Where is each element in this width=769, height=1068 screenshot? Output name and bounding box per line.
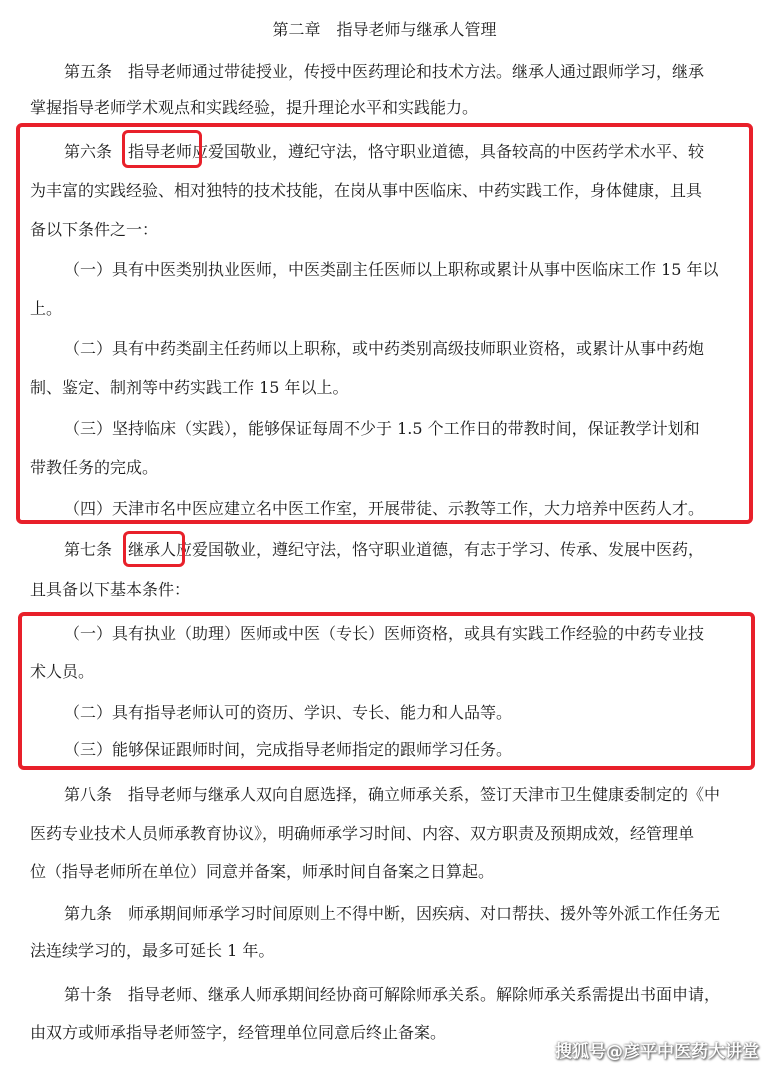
article-8-line-1: 第八条 指导老师与继承人双向自愿选择，确立师承关系，签订天津市卫生健康委制定的《中 (64, 785, 721, 804)
chapter-title: 第二章 指导老师与继承人管理 (272, 20, 497, 39)
article-10-line-2: 由双方或师承指导老师签字，经管理单位同意后终止备案。 (30, 1023, 447, 1042)
article-6-condition-1a: （一）具有中医类别执业医师，中医类副主任医师以上职称或累计从事中医临床工作 15 年以 (64, 260, 719, 279)
article-7-prefix: 第七条 (64, 540, 129, 559)
article-8-line-3: 位（指导老师所在单位）同意并备案，师承时间自备案之日算起。 (30, 862, 495, 881)
article-8-line-2: 医药专业技术人员师承教育协议》，明确师承学习时间、内容、双方职责及预期成效，经管理单 (30, 824, 695, 843)
article-6-line-1-rest: 应爱国敬业，遵纪守法，恪守职业道德，具备较高的中医药学术水平、较 (192, 142, 705, 161)
watermark: 搜狐号@彦平中医药大讲堂 (555, 1042, 759, 1062)
article-6-condition-3b: 带教任务的完成。 (30, 458, 159, 477)
article-6-line-1 (64, 142, 744, 162)
article-7-condition-1a: （一）具有执业（助理）医师或中医（专长）医师资格，或具有实践工作经验的中药专业技 (64, 624, 705, 643)
article-6-prefix: 第六条 (64, 142, 129, 161)
article-6-line-3: 备以下条件之一： (30, 220, 159, 239)
article-5-line-2: 掌握指导老师学术观点和实践经验，提升理论水平和实践能力。 (30, 98, 479, 117)
article-7-line-2: 且具备以下基本条件： (30, 580, 191, 599)
article-9-line-1: 第九条 师承期间师承学习时间原则上不得中断，因疾病、对口帮扶、援外等外派工作任务无 (64, 904, 721, 923)
article-7-line-1 (64, 540, 744, 560)
article-9-line-2: 法连续学习的，最多可延长 1 年。 (30, 941, 275, 960)
article-7-condition-2: （二）具有指导老师认可的资历、学识、专长、能力和人品等。 (64, 703, 513, 722)
article-6-condition-3a: （三）坚持临床（实践），能够保证每周不少于 1.5 个工作日的带教时间，保证教学计划和 (64, 419, 700, 438)
article-7-condition-1b: 术人员。 (30, 662, 95, 681)
article-5-line-1: 第五条 指导老师通过带徒授业，传授中医药理论和技术方法。继承人通过跟师学习，继承 (64, 62, 705, 81)
article-10-line-1: 第十条 指导老师、继承人师承期间经协商可解除师承关系。解除师承关系需提出书面申请， (64, 985, 721, 1004)
article-6-line-2: 为丰富的实践经验、相对独特的技术技能，在岗从事中医临床、中药实践工作，身体健康，且具 (30, 181, 703, 200)
article-7-line-1-rest: 应爱国敬业，遵纪守法，恪守职业道德，有志于学习、传承、发展中医药， (176, 540, 705, 559)
article-6-condition-2b: 制、鉴定、制剂等中药实践工作 15 年以上。 (30, 378, 349, 397)
article-6-condition-4: （四）天津市名中医应建立名中医工作室，开展带徒、示教等工作，大力培养中医药人才。 (64, 499, 705, 518)
article-6-condition-1b: 上。 (30, 299, 63, 318)
article-6-highlight-term: 指导老师 (128, 142, 193, 161)
article-7-highlight-term: 继承人 (128, 540, 177, 559)
article-7-condition-3: （三）能够保证跟师时间，完成指导老师指定的跟师学习任务。 (64, 740, 513, 759)
article-6-condition-2a: （二）具有中药类副主任药师以上职称，或中药类别高级技师职业资格，或累计从事中药炮 (64, 339, 705, 358)
